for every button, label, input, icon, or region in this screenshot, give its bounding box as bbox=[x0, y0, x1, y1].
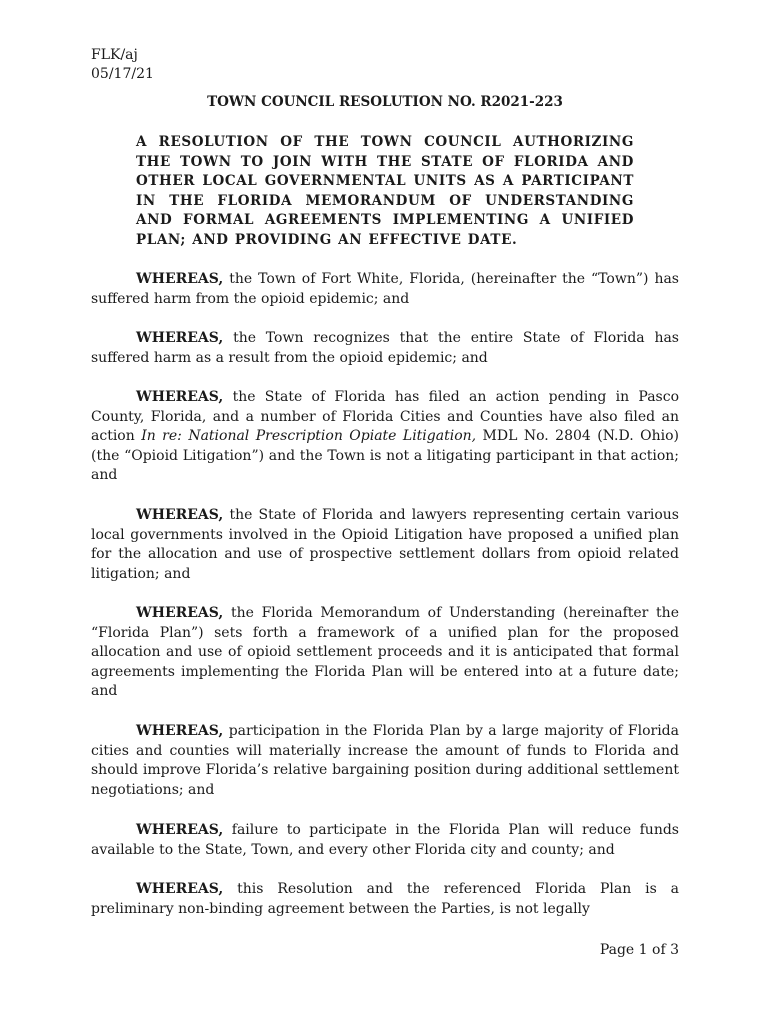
resolution-caption: A RESOLUTION OF THE TOWN COUNCIL AUTHORIZING THE TOWN TO JOIN WITH THE STATE OF FLORIDA AND OTHER LOCAL GOVERNMENTAL UNITS AS A PARTICIPANT IN THE FLORIDA MEMORANDUM OF UNDERSTANDING AND FORMAL AGREEMENTS IMPLEMENTING A UNIFIED PLAN; AND PROVIDING AN EFFECTIVE DATE. bbox=[136, 134, 634, 248]
paragraph-text: participation in the Florida Plan by a large majority of Florida cities and counties will materially increase the amount of funds to Florida and should improve Florida’s relative bargaining position during additional settlement negotiations; and bbox=[91, 723, 679, 798]
whereas-paragraph-7 bbox=[91, 821, 679, 860]
whereas-label: WHEREAS, bbox=[136, 881, 224, 897]
whereas-label: WHEREAS, bbox=[136, 723, 224, 739]
whereas-label: WHEREAS, bbox=[136, 605, 224, 621]
whereas-paragraph-8 bbox=[91, 880, 679, 919]
document-header bbox=[91, 46, 154, 84]
whereas-paragraph-3 bbox=[91, 388, 679, 486]
paragraph-text: the Town recognizes that the entire State of Florida has suffered harm as a result from the opioid epidemic; and bbox=[91, 330, 679, 366]
page-number: Page 1 of 3 bbox=[599, 942, 679, 958]
whereas-label: WHEREAS, bbox=[136, 389, 224, 405]
whereas-paragraph-6 bbox=[91, 722, 679, 800]
whereas-paragraph-2 bbox=[91, 329, 679, 368]
case-citation: In re: National Prescription Opiate Litigation, bbox=[141, 428, 477, 445]
whereas-label: WHEREAS, bbox=[136, 271, 224, 287]
author-initials: FLK/aj bbox=[91, 47, 138, 63]
whereas-label: WHEREAS, bbox=[136, 822, 224, 838]
whereas-label: WHEREAS, bbox=[136, 330, 224, 346]
paragraph-text: the State of Florida and lawyers representing certain various local governments involved in the Opioid Litigation have proposed a unified plan for the allocation and use of prospective settlement dollars from opioid related litigation; and bbox=[91, 507, 679, 582]
paragraph-text-cont: MDL No. 2804 (N.D. Ohio) (the “Opioid Litigation”) and the Town is not a litigating participant in that action; and bbox=[91, 428, 679, 484]
whereas-paragraph-1 bbox=[91, 270, 679, 309]
whereas-paragraph-5 bbox=[91, 604, 679, 702]
document-date: 05/17/21 bbox=[91, 66, 154, 82]
paragraph-text: this Resolution and the referenced Florida Plan is a preliminary non-binding agreement between the Parties, is not legally bbox=[91, 881, 679, 917]
paragraph-text: the Town of Fort White, Florida, (hereinafter the “Town”) has suffered harm from the opioid epidemic; and bbox=[91, 271, 679, 307]
paragraph-text: the Florida Memorandum of Understanding (hereinafter the “Florida Plan”) sets forth a framework of a unified plan for the proposed allocation and use of opioid settlement proceeds and it is anticipated that formal agreements implementing the Florida Plan will be entered into at a future date; and bbox=[91, 605, 679, 700]
whereas-paragraph-4 bbox=[91, 506, 679, 584]
whereas-label: WHEREAS, bbox=[136, 507, 224, 523]
paragraph-text: the State of Florida has filed an action pending in Pasco County, Florida, and a number of Florida Cities and Counties have also filed an action bbox=[91, 389, 679, 445]
paragraph-text: failure to participate in the Florida Plan will reduce funds available to the State, Town, and every other Florida city and county; and bbox=[91, 822, 679, 858]
resolution-title: TOWN COUNCIL RESOLUTION NO. R2021-223 bbox=[207, 94, 563, 110]
